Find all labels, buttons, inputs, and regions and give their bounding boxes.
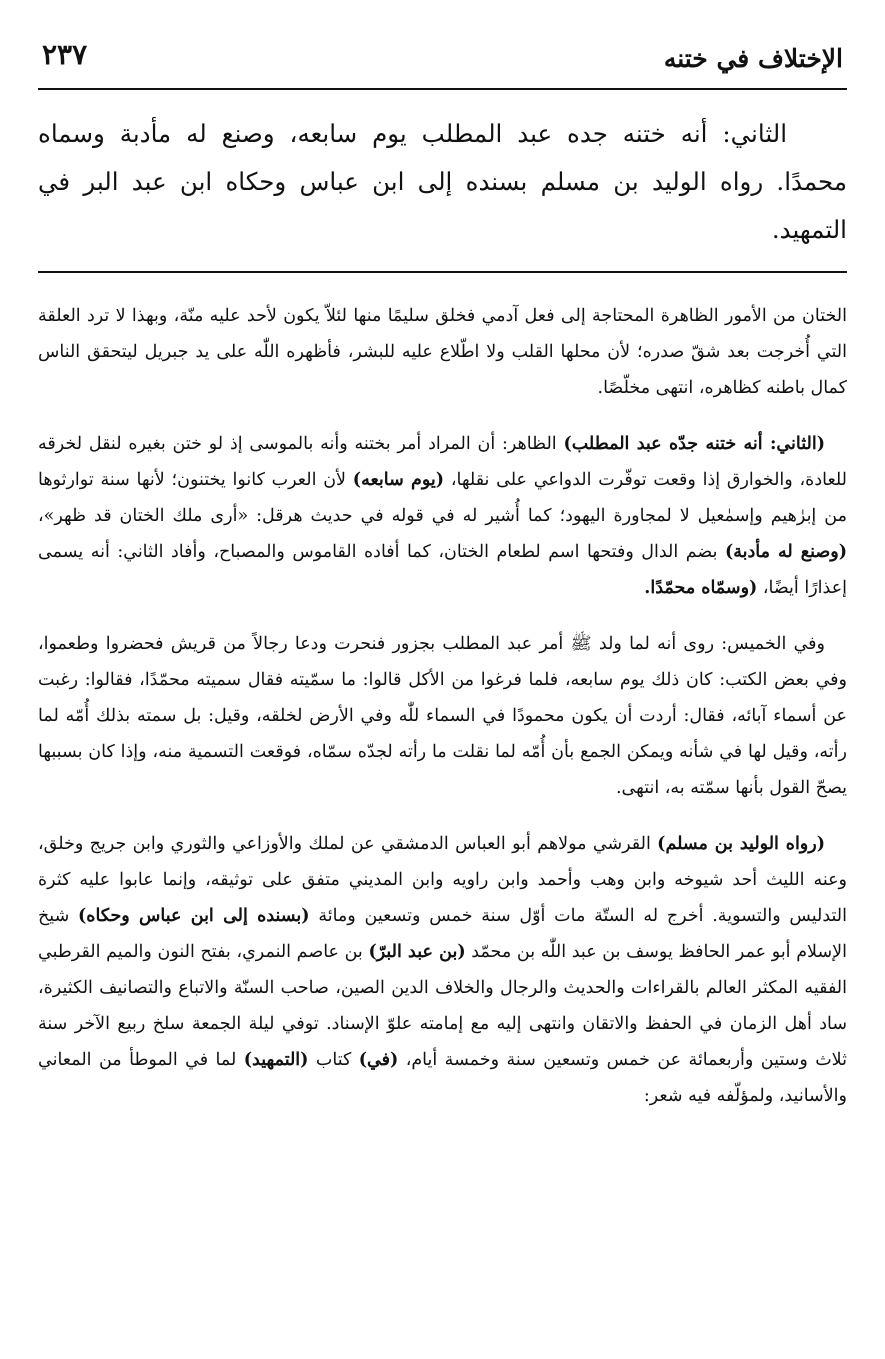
quoted-phrase: (في) bbox=[358, 1050, 399, 1070]
page-header bbox=[38, 38, 847, 90]
main-text: الثاني: أنه ختنه جده عبد المطلب يوم سابعه، وصنع له مأدبة وسماه محمدًا. رواه الوليد بن مسلم بسنده إلى ابن عباس وحكاه ابن عبد البر في التمهيد. bbox=[38, 119, 847, 244]
commentary-paragraph: الختان من الأمور الظاهرة المحتاجة إلى فعل آدمي فخلق سليمًا منها لئلاّ يكون لأحد عليه منّة، وبهذا لا ترد العلقة التي أُخرجت بعد شقّ صدره؛ لأن محلها القلب ولا اطّلاع عليه للبشر، فأظهره اللّٰه على يد جبريل ليتحقق الناس كمال باطنه كظاهره، انتهى مخلّصًا. bbox=[38, 306, 847, 398]
commentary-paragraph bbox=[38, 826, 847, 1114]
quoted-phrase: (وصنع له مأدبة) bbox=[724, 542, 847, 562]
commentary-text: لما في الموطأ من المعاني والأسانيد، ولمؤلّفه فيه شعر: bbox=[38, 1050, 847, 1106]
running-title: الإختلاف في ختنه bbox=[663, 44, 843, 73]
section-divider bbox=[38, 271, 847, 273]
commentary-text: كتاب bbox=[308, 1050, 359, 1070]
commentary-text: بن عاصم النمري، بفتح النون والميم القرطبي الفقيه المكثر العالم بالقراءات والحديث والرجال والخلاف الدين الصين، صاحب السنّة والاتباع والتصانيف الكثيرة، ساد أهل الزمان في الحفظ والاتقان وانتهى إليه مع إمامته علوّ الإسناد. توفي ليلة الجمعة سلخ ربيع الآخر سنة ثلاث وستين وأربعمائة عن خمس وتسعين سنة وخمسة أيام، bbox=[38, 942, 847, 1070]
quoted-phrase: (وسمّاه محمّدًا. bbox=[644, 578, 758, 598]
quoted-phrase: (رواه الوليد بن مسلم) bbox=[657, 834, 825, 854]
page-number: ٢٣٧ bbox=[42, 38, 88, 71]
quoted-phrase: (بسنده إلى ابن عباس وحكاه) bbox=[78, 906, 310, 926]
commentary-paragraph bbox=[38, 426, 847, 606]
commentary-text: الظاهر: أن المراد أمر بختنه وأنه بالموسى إذ لو ختن بغيره لنقل لخرقه للعادة، والخوارق إذا وقعت توفّرت الدواعي على نقلها، bbox=[38, 434, 848, 490]
commentary bbox=[38, 298, 847, 1134]
commentary-paragraph: وفي الخميس: روى أنه لما ولد ﷺ أمر عبد المطلب بجزور فنحرت ودعا رجالاً من قريش فحضروا وطعموا، وفي بعض الكتب: كان ذلك يوم سابعه، فلما فرغوا من الأكل قالوا: ما سمّيته فقال سميته محمّدًا، فقالوا: رغبت عن أسماء آبائه، فقال: أردت أن يكون محمودًا في السماء للّٰه وفي الأرض لخلقه، وقيل: بل سمته بذلك أُمّه لما رأته، وقيل لها في شأنه ويمكن الجمع بأن أُمّه لما نقلت ما رأته لجدّه سمّاه، فوقعت التسمية منه، وإذا كان بسببها يصحّ القول بأنها سمّته به، انتهى. bbox=[38, 634, 847, 798]
quoted-phrase: (الثاني: أنه ختنه جدّه عبد المطلب) bbox=[563, 434, 825, 454]
commentary-text: القرشي مولاهم أبو العباس الدمشقي عن لملك والأوزاعي والثوري وابن جريج وخلق، وعنه الليث أحد شيوخه وابن وهب وأحمد وابن راويه وابن المديني متفق على توثيقه، وإنما عابوا عليه كثرة التدليس والتسوية. أخرج له الستّة مات أوّل سنة خمس وتسعين ومائة bbox=[38, 834, 847, 926]
quoted-phrase: (يوم سابعه) bbox=[352, 470, 445, 490]
quoted-phrase: (بن عبد البرّ) bbox=[368, 942, 466, 962]
commentary-text: شيخ الإسلام أبو عمر الحافظ يوسف بن عبد اللّٰه بن محمّد bbox=[38, 906, 847, 962]
commentary-text: لأن العرب كانوا يختنون؛ لأنها سنة توارثوها من إبرٰهيم وإسمٰعيل لا لمجاورة اليهود؛ كما أُشير له في قوله في حديث هرقل: «أرى ملك الختان قد ظهر»، bbox=[38, 470, 847, 526]
quoted-phrase: (التمهيد) bbox=[243, 1050, 309, 1070]
commentary-text: بضم الدال وفتحها اسم لطعام الختان، كما أفاده القاموس والمصباح، وأفاد الثاني: أنه يسمى إعذارًا أيضًا، bbox=[38, 542, 847, 598]
